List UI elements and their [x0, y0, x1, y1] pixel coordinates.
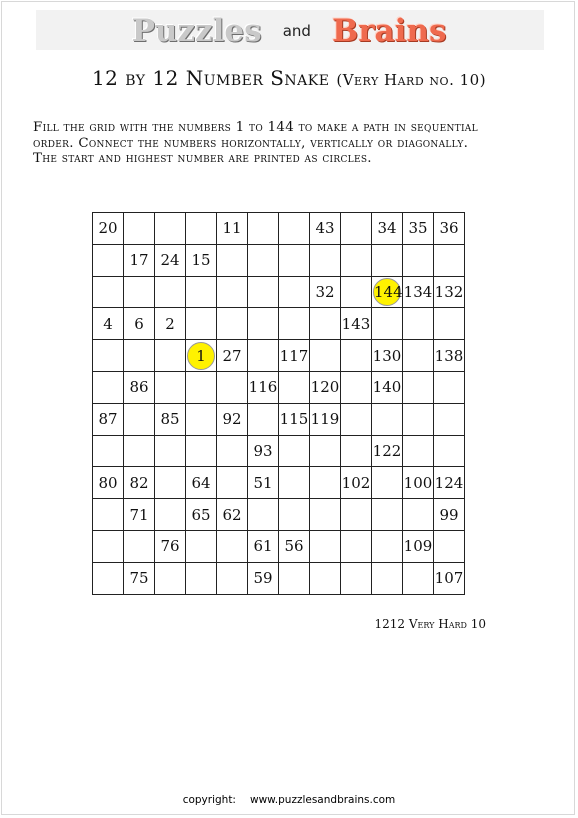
given-number: 119 — [310, 410, 340, 429]
grid-cell-empty[interactable] — [186, 213, 217, 245]
number-snake-grid — [92, 212, 465, 595]
grid-cell-given — [372, 276, 403, 308]
site-logo — [0, 13, 578, 49]
given-number: 17 — [129, 251, 149, 270]
grid-cell-given — [124, 499, 155, 531]
grid-cell-empty[interactable] — [434, 371, 465, 403]
given-number: 43 — [315, 219, 335, 238]
grid-cell-given — [310, 276, 341, 308]
grid-cell-empty[interactable] — [434, 308, 465, 340]
given-number: 99 — [439, 505, 459, 524]
grid-cell-given — [372, 340, 403, 372]
grid-cell-given — [372, 213, 403, 245]
grid-cell-empty[interactable] — [217, 244, 248, 276]
grid-cell-empty[interactable] — [279, 467, 310, 499]
grid-cell-empty[interactable] — [279, 499, 310, 531]
grid-cell-empty[interactable] — [217, 308, 248, 340]
grid-row — [93, 467, 465, 499]
grid-cell-empty[interactable] — [217, 435, 248, 467]
grid-cell-given — [93, 467, 124, 499]
grid-cell-empty[interactable] — [310, 244, 341, 276]
grid-cell-empty[interactable] — [155, 276, 186, 308]
grid-cell-empty[interactable] — [186, 562, 217, 594]
given-number: 117 — [279, 346, 309, 365]
grid-cell-empty[interactable] — [341, 213, 372, 245]
grid-cell-given — [93, 213, 124, 245]
grid-cell-empty[interactable] — [93, 276, 124, 308]
given-number: 2 — [165, 314, 175, 333]
grid-cell-given — [403, 276, 434, 308]
grid-cell-given — [124, 244, 155, 276]
grid-cell-given — [217, 403, 248, 435]
grid-cell-given — [434, 276, 465, 308]
grid-cell-empty[interactable] — [186, 308, 217, 340]
grid-cell-empty[interactable] — [403, 435, 434, 467]
grid-cell-given — [279, 530, 310, 562]
grid-cell-empty[interactable] — [186, 435, 217, 467]
grid-cell-given — [434, 340, 465, 372]
title-main: 12 by 12 Number Snake — [91, 66, 330, 90]
grid-cell-given — [93, 308, 124, 340]
grid-cell-empty[interactable] — [248, 244, 279, 276]
grid-cell-empty[interactable] — [248, 213, 279, 245]
given-number: 93 — [253, 441, 273, 460]
grid-cell-empty[interactable] — [403, 499, 434, 531]
grid-cell-given — [186, 499, 217, 531]
grid-cell-empty[interactable] — [124, 403, 155, 435]
grid-cell-given — [279, 403, 310, 435]
given-number: 56 — [284, 537, 304, 556]
grid-cell-empty[interactable] — [155, 467, 186, 499]
grid-cell-empty[interactable] — [403, 562, 434, 594]
grid-cell-empty[interactable] — [310, 562, 341, 594]
grid-cell-empty[interactable] — [434, 403, 465, 435]
given-number: 134 — [403, 282, 433, 301]
grid-cell-given — [434, 562, 465, 594]
given-number: 85 — [160, 410, 180, 429]
start-number-circle: 1 — [187, 342, 215, 370]
given-number: 4 — [103, 314, 113, 333]
given-number: 138 — [434, 346, 464, 365]
grid-cell-empty[interactable] — [372, 308, 403, 340]
grid-cell-empty[interactable] — [155, 562, 186, 594]
given-number: 62 — [222, 505, 242, 524]
given-number: 65 — [191, 505, 211, 524]
grid-cell-empty[interactable] — [310, 499, 341, 531]
given-number: 51 — [253, 473, 273, 492]
grid-cell-given — [403, 213, 434, 245]
given-number: 20 — [98, 219, 118, 238]
grid-cell-empty[interactable] — [155, 499, 186, 531]
grid-cell-given — [403, 467, 434, 499]
grid-cell-empty[interactable] — [93, 371, 124, 403]
grid-row — [93, 530, 465, 562]
grid-cell-empty[interactable] — [93, 435, 124, 467]
grid-cell-given — [248, 371, 279, 403]
grid-cell-empty[interactable] — [124, 530, 155, 562]
grid-cell-empty[interactable] — [403, 340, 434, 372]
grid-cell-empty[interactable] — [248, 276, 279, 308]
grid-cell-given — [434, 499, 465, 531]
grid-cell-empty[interactable] — [279, 244, 310, 276]
copyright-label: copyright: — [182, 794, 236, 806]
grid-cell-empty[interactable] — [341, 371, 372, 403]
grid-cell-empty[interactable] — [186, 530, 217, 562]
given-number: 92 — [222, 410, 242, 429]
grid-cell-empty[interactable] — [310, 308, 341, 340]
grid-cell-given — [310, 371, 341, 403]
given-number: 11 — [222, 219, 242, 238]
grid-cell-empty[interactable] — [434, 530, 465, 562]
grid-cell-empty[interactable] — [279, 435, 310, 467]
grid-row — [93, 308, 465, 340]
grid-row — [93, 340, 465, 372]
grid-cell-empty[interactable] — [124, 276, 155, 308]
given-number: 32 — [315, 282, 335, 301]
grid-cell-empty[interactable] — [341, 244, 372, 276]
grid-cell-empty[interactable] — [248, 308, 279, 340]
instruction-line: order. Connect the numbers horizontally, vertically or diagonally. — [33, 135, 469, 151]
grid-cell-given — [434, 467, 465, 499]
grid-row — [93, 276, 465, 308]
grid-row — [93, 213, 465, 245]
grid-cell-given — [248, 530, 279, 562]
grid-cell-empty[interactable] — [372, 499, 403, 531]
grid-cell-empty[interactable] — [341, 435, 372, 467]
grid-cell-given — [217, 340, 248, 372]
given-number: 61 — [253, 537, 273, 556]
logo-word-puzzles: Puzzles — [131, 13, 262, 49]
grid-cell-empty[interactable] — [155, 435, 186, 467]
given-number: 15 — [191, 251, 211, 270]
grid-cell-empty[interactable] — [217, 371, 248, 403]
grid-cell-empty[interactable] — [93, 562, 124, 594]
grid-cell-empty[interactable] — [186, 371, 217, 403]
grid-cell-empty[interactable] — [124, 340, 155, 372]
puzzle-title — [0, 66, 578, 90]
grid-cell-empty[interactable] — [341, 403, 372, 435]
grid-cell-given — [186, 467, 217, 499]
copyright-footer — [0, 794, 578, 806]
grid-cell-given — [341, 308, 372, 340]
grid-cell-empty[interactable] — [434, 244, 465, 276]
grid-cell-empty[interactable] — [155, 371, 186, 403]
grid-cell-empty[interactable] — [372, 467, 403, 499]
grid-cell-given — [124, 308, 155, 340]
given-number: 109 — [403, 537, 433, 556]
grid-cell-given — [403, 530, 434, 562]
given-number: 86 — [129, 378, 149, 397]
grid-cell-empty[interactable] — [341, 340, 372, 372]
given-number: 6 — [134, 314, 144, 333]
grid-cell-empty[interactable] — [403, 244, 434, 276]
given-number: 122 — [372, 441, 402, 460]
given-number: 120 — [310, 378, 340, 397]
grid-cell-empty[interactable] — [93, 530, 124, 562]
logo-joiner: and — [282, 22, 311, 40]
grid-cell-empty[interactable] — [279, 213, 310, 245]
given-number: 75 — [129, 569, 149, 588]
given-number: 35 — [408, 219, 428, 238]
grid-cell-empty[interactable] — [372, 244, 403, 276]
grid-cell-empty[interactable] — [124, 435, 155, 467]
grid-cell-given — [217, 499, 248, 531]
grid-cell-given — [155, 244, 186, 276]
grid-cell-empty[interactable] — [93, 499, 124, 531]
given-number: 76 — [160, 537, 180, 556]
grid-cell-given — [310, 213, 341, 245]
grid-row — [93, 403, 465, 435]
given-number: 82 — [129, 473, 149, 492]
grid-cell-empty[interactable] — [217, 530, 248, 562]
grid-cell-given — [248, 467, 279, 499]
given-number: 24 — [160, 251, 180, 270]
logo-word-brains: Brains — [332, 13, 447, 49]
grid-cell-empty[interactable] — [372, 562, 403, 594]
given-number: 132 — [434, 282, 464, 301]
given-number: 64 — [191, 473, 211, 492]
grid-cell-given — [279, 340, 310, 372]
grid-cell-empty[interactable] — [310, 530, 341, 562]
grid-cell-empty[interactable] — [341, 276, 372, 308]
grid-cell-empty[interactable] — [310, 467, 341, 499]
grid-cell-given — [155, 530, 186, 562]
grid-cell-empty[interactable] — [217, 467, 248, 499]
grid-cell-given — [155, 308, 186, 340]
grid-cell-empty[interactable] — [403, 308, 434, 340]
grid-cell-given — [434, 213, 465, 245]
given-number: 130 — [372, 346, 402, 365]
given-number: 115 — [279, 410, 309, 429]
grid-cell-empty[interactable] — [341, 499, 372, 531]
grid-cell-empty[interactable] — [372, 403, 403, 435]
grid-cell-given — [248, 562, 279, 594]
given-number: 143 — [341, 314, 371, 333]
grid-cell-given — [155, 403, 186, 435]
grid-cell-given — [124, 562, 155, 594]
grid-cell-empty[interactable] — [155, 213, 186, 245]
grid-cell-empty[interactable] — [279, 562, 310, 594]
given-number: 124 — [434, 473, 464, 492]
grid-cell-empty[interactable] — [248, 499, 279, 531]
grid-cell-empty[interactable] — [279, 371, 310, 403]
grid-cell-empty[interactable] — [155, 340, 186, 372]
grid-cell-empty[interactable] — [310, 340, 341, 372]
given-number: 36 — [439, 219, 459, 238]
grid-cell-empty[interactable] — [372, 530, 403, 562]
given-number: 102 — [341, 473, 371, 492]
grid-cell-given — [341, 467, 372, 499]
given-number: 27 — [222, 346, 242, 365]
grid-cell-given — [372, 371, 403, 403]
grid-cell-empty[interactable] — [341, 562, 372, 594]
grid-cell-given — [93, 403, 124, 435]
grid-row — [93, 244, 465, 276]
grid-cell-given — [124, 467, 155, 499]
given-number: 34 — [377, 219, 397, 238]
grid-cell-empty[interactable] — [124, 213, 155, 245]
grid-cell-empty[interactable] — [248, 403, 279, 435]
grid-cell-given — [372, 435, 403, 467]
grid-cell-empty[interactable] — [279, 276, 310, 308]
website-link[interactable]: www.puzzlesandbrains.com — [249, 794, 396, 806]
given-number: 100 — [403, 473, 433, 492]
grid-row — [93, 499, 465, 531]
given-number: 140 — [372, 378, 402, 397]
instructions — [33, 120, 553, 167]
given-number: 87 — [98, 410, 118, 429]
grid-cell-empty[interactable] — [186, 403, 217, 435]
grid-cell-empty[interactable] — [403, 403, 434, 435]
grid-cell-empty[interactable] — [186, 276, 217, 308]
grid-row — [93, 435, 465, 467]
grid-cell-given — [310, 403, 341, 435]
grid-cell-empty[interactable] — [279, 308, 310, 340]
highest-number-circle: 144 — [373, 278, 401, 306]
grid-row — [93, 371, 465, 403]
given-number: 59 — [253, 569, 273, 588]
given-number: 107 — [434, 569, 464, 588]
grid-cell-empty[interactable] — [341, 530, 372, 562]
instruction-line: The start and highest number are printed as circles. — [33, 151, 372, 166]
grid-cell-given — [124, 371, 155, 403]
given-number: 71 — [129, 505, 149, 524]
grid-cell-empty[interactable] — [248, 340, 279, 372]
grid-cell-empty[interactable] — [434, 435, 465, 467]
grid-cell-empty[interactable] — [93, 244, 124, 276]
grid-cell-empty[interactable] — [310, 435, 341, 467]
grid-cell-empty[interactable] — [403, 371, 434, 403]
grid-cell-given — [186, 244, 217, 276]
given-number: 116 — [248, 378, 278, 397]
grid-cell-given — [248, 435, 279, 467]
puzzle-id: 1212 Very Hard 10 — [374, 617, 486, 631]
grid-cell-given — [186, 340, 217, 372]
grid-cell-given — [217, 213, 248, 245]
grid-cell-empty[interactable] — [93, 340, 124, 372]
title-sub: (Very Hard no. 10) — [336, 71, 487, 89]
grid-row — [93, 562, 465, 594]
instruction-line: Fill the grid with the numbers 1 to 144 to make a path in sequential — [33, 120, 478, 135]
given-number: 80 — [98, 473, 118, 492]
grid-cell-empty[interactable] — [217, 562, 248, 594]
grid-cell-empty[interactable] — [217, 276, 248, 308]
